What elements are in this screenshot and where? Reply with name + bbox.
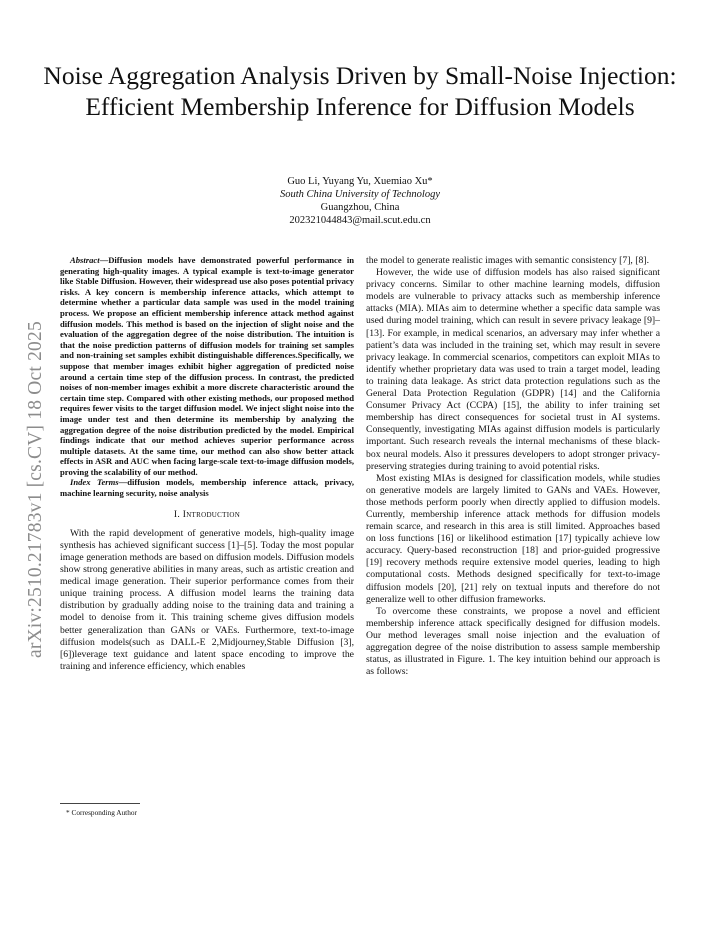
intro-paragraph-3: Most existing MIAs is designed for classification models, while studies on generative models are largely limited to GANs and VAEs. However, those methods perform poorly when directly applied to diffusion models. Currently, membership inference attack methods for diffusion models remain scarce, and research in this area is still limited. Approaches based on loss functions [16] or likelihood estimation [17] typically achieve low accuracy. Query-based reconstruction [18] and prior-guided progressive [19] recovery methods require extensive model queries, leading to high computational costs. Methods designed specifically for text-to-image diffusion models [20], [21] rely on textual inputs and therefore do not generalize well to other diffusion frameworks. <box>366 472 660 605</box>
paper-title: Noise Aggregation Analysis Driven by Small-Noise Injection: Efficient Membership Inference for Diffusion Models <box>43 61 677 121</box>
index-terms-text: —diffusion models, membership inference attack, privacy, machine learning security, noise analysis <box>60 477 355 499</box>
index-terms-label: Index Terms <box>70 477 119 488</box>
footnote: * Corresponding Author <box>66 808 137 817</box>
index-terms <box>60 477 354 498</box>
intro-paragraph-4: To overcome these constraints, we propose a novel and efficient membership inference attack specifically designed for diffusion models. Our method leverages small noise injection and the evaluation of aggregation degree of the noise distribution to assess sample membership status, as illustrated in Figure. 1. The key intuition behind our approach is as follows: <box>366 605 660 678</box>
author-email: 202321044843@mail.scut.edu.cn <box>289 215 431 226</box>
footnote-divider <box>60 803 140 804</box>
arxiv-identifier: arXiv:2510.21783v1 [cs.CV] 18 Oct 2025 <box>25 321 46 658</box>
abstract-text: —Diffusion models have demonstrated powerful performance in generating high-quality images. A typical example is text-to-image generator like Stable Diffusion. However, their widespread use also poses potential privacy risks. A key concern is membership inference attacks, which attempt to determine whether a particular data sample was used in the model training process. We propose an efficient membership inference attack method against diffusion models. This method is based on the injection of slight noise and the evaluation of the aggregation degree of the noise distribution. The intuition is that the noise prediction patterns of diffusion models for training set samples and non-training set samples exhibit distinguishable differences.Specifically, we suppose that member images exhibit higher aggregation of predicted noise around a certain time step of the diffusion process. In contrast, the predicted noises of non-member images exhibit a more discrete characteristic around the certain time step. Compared with other existing methods, our proposed method requires fewer visits to the target diffusion model. We inject slight noise into the image under test and then determine its membership by analyzing the aggregation degree of the noise distribution predicted by the model. Empirical findings indicate that our method achieves superior performance across multiple datasets. At the same time, our method can also show better attack effects in ASR and AUC when facing large-scale text-to-image diffusion models, proving the scalability of our method. <box>60 255 354 477</box>
intro-paragraph-2: However, the wide use of diffusion models has also raised significant privacy concerns. Similar to other machine learning models, diffusion models are vulnerable to privacy attacks such as membership inference attacks (MIA). MIAs aim to determine whether a specific data sample was used during model training, which can result in severe privacy leakage [9]–[13]. For example, in medical scenarios, an adversary may infer whether a patient’s data was included in the training set, which may result in severe privacy leakage. In commercial scenarios, competitors can exploit MIAs to identify whether proprietary data was used to train a target model, leading to training data leakage. As strict data protection regulations such as the General Data Protection Regulation (GDPR) [14] and the California Consumer Privacy Act (CCPA) [15], the ability to infer training set membership has direct consequences for societal trust in AI systems. Consequently, investigating MIAs against diffusion models is particularly important. Such research reveals the internal mechanisms of these black-box neural models. Also it pressures developers to adopt stronger privacy-preserving strategies during training to avoid potential risks. <box>366 267 660 472</box>
intro-paragraph-1-continued: the model to generate realistic images with semantic consistency [7], [8]. <box>366 255 649 266</box>
author-block <box>40 175 680 227</box>
author-affiliation: South China University of Technology <box>279 189 441 200</box>
intro-paragraph-1: With the rapid development of generative models, high-quality image synthesis has achieved significant success [1]–[5]. Today the most popular image generation methods are based on diffusion models. Diffusion models show strong generative abilities in many areas, such as artistic creation and medical image generation. Their superior performance comes from their unique training process. A diffusion model learns the training data distribution by gradually adding noise to the training data and training a model to denoise from it. This training scheme gives diffusion models better generalization than GANs or VAEs. Furthermore, text-to-image diffusion models(such as DALL-E 2,Midjourney,Stable Diffusion [3], [6])leverage text guidance and latent space encoding to improve the training and inference efficiency, which enables <box>60 527 354 672</box>
author-location: Guangzhou, China <box>320 202 400 213</box>
author-names: Guo Li, Yuyang Yu, Xuemiao Xu* <box>287 176 433 187</box>
right-column <box>366 255 660 678</box>
section-heading: I. Introduction <box>173 509 241 520</box>
left-column <box>60 255 354 673</box>
abstract-label: Abstract <box>70 255 100 265</box>
abstract <box>60 255 354 477</box>
